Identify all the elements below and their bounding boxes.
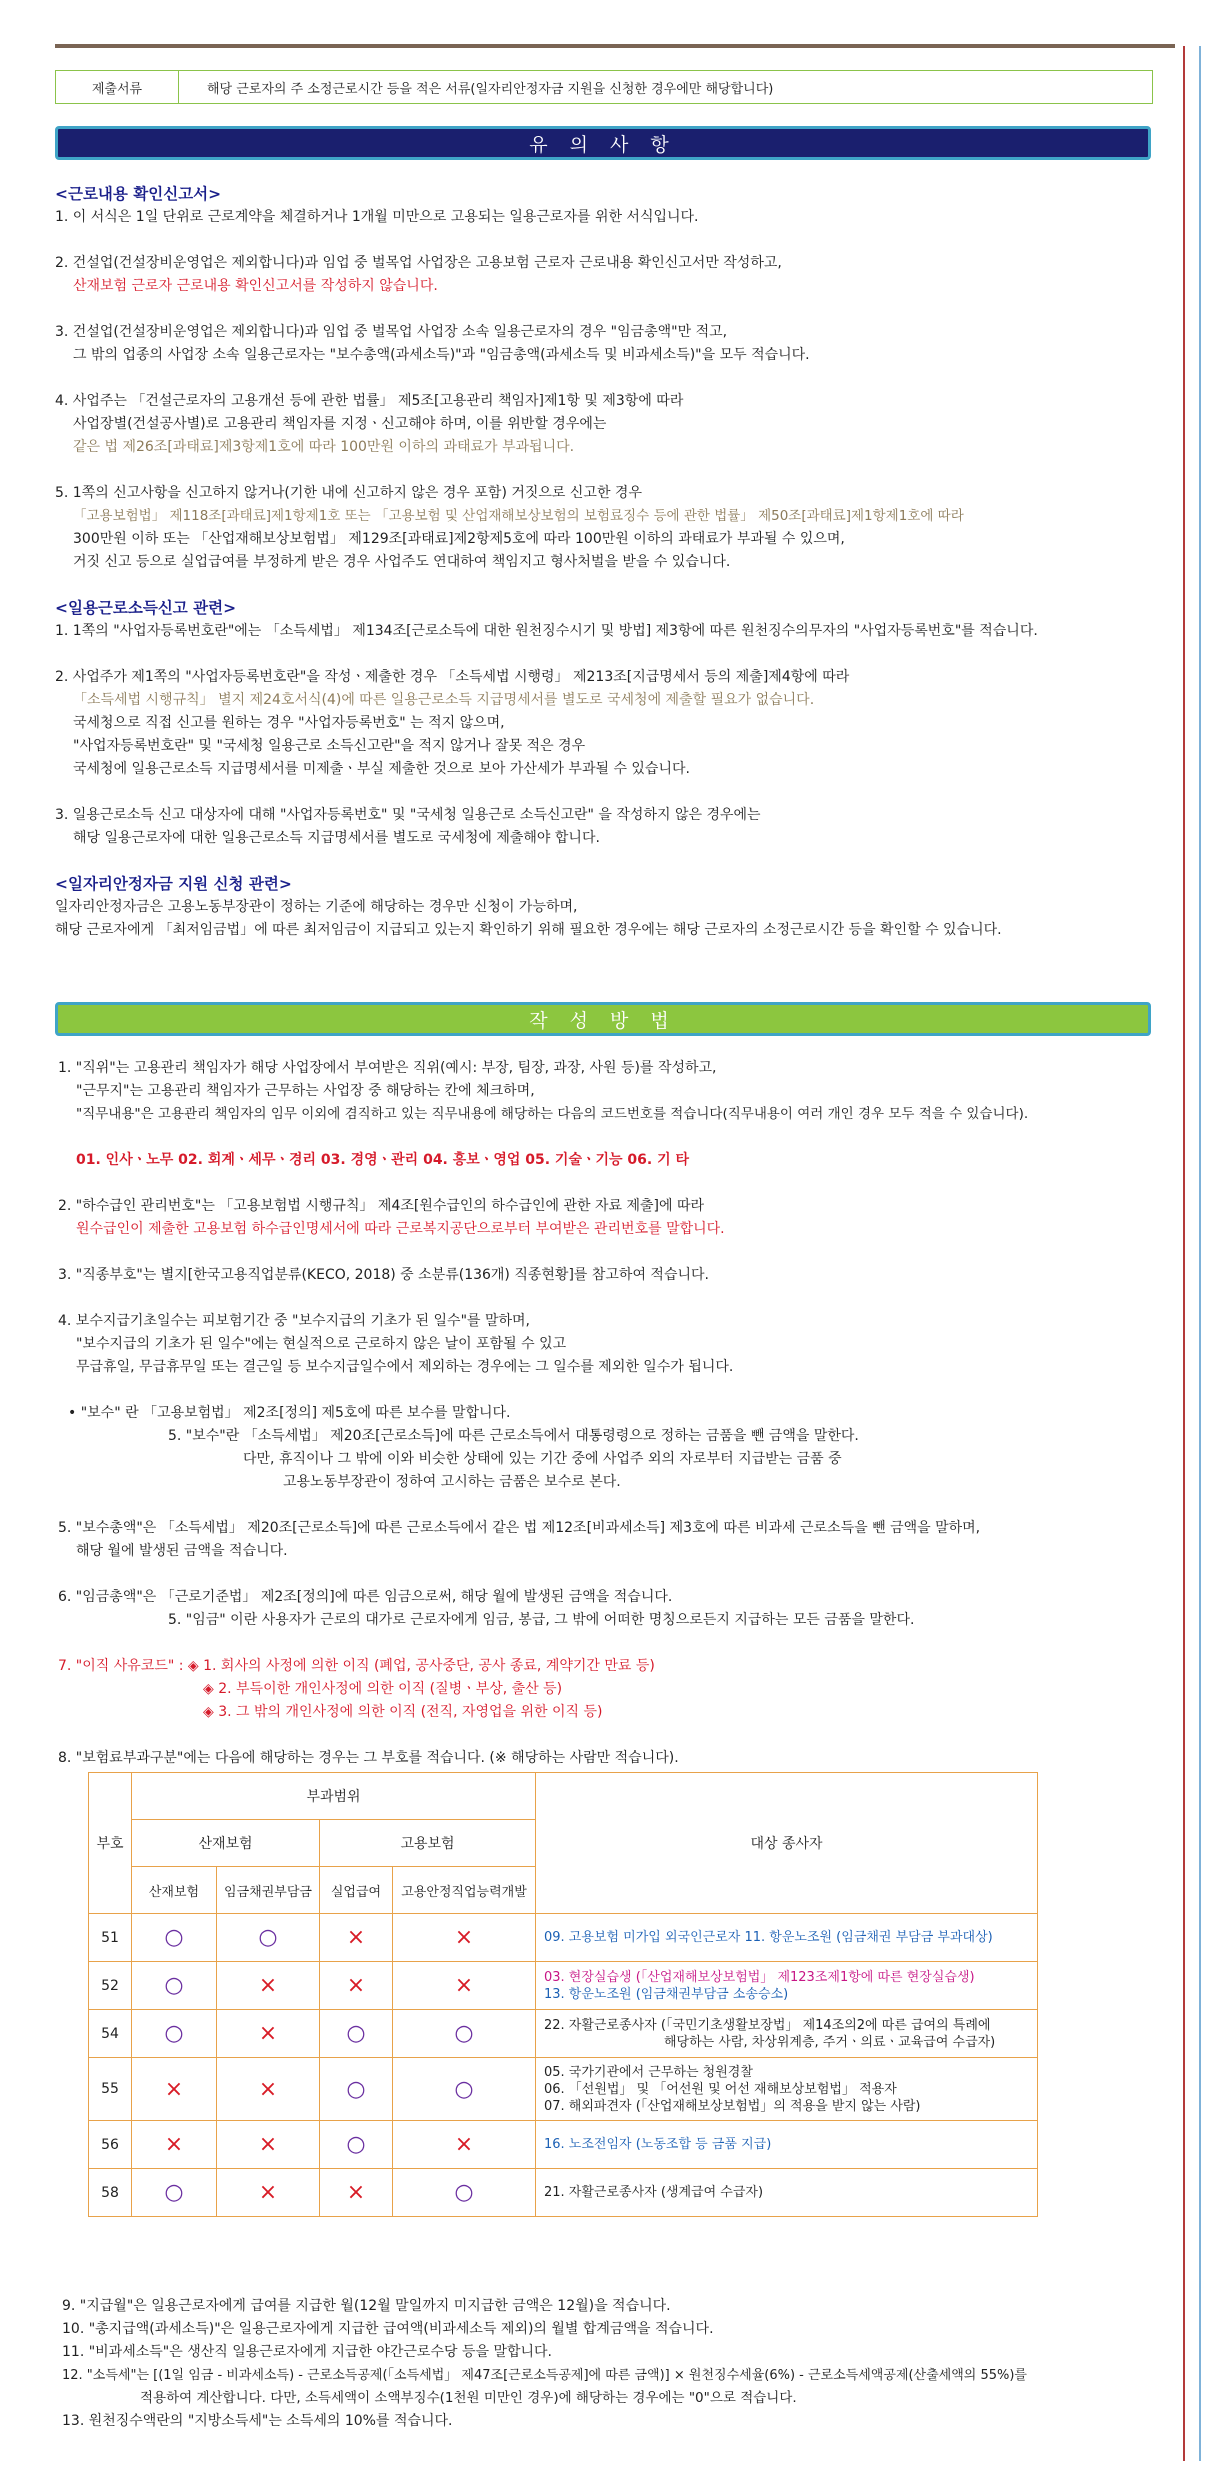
mark-cell: ×	[320, 1914, 393, 1962]
note-line: 3. 건설업(건설장비운영업은 제외합니다)과 임업 중 벌목업 사업장 소속 일용근로자의 경우 "임금총액"만 적고,	[55, 324, 728, 340]
mark-cell: ×	[320, 2169, 393, 2217]
foot-line: 10. "총지급액(과세소득)"은 일용근로자에게 지급한 급여액(비과세소득 제외)의 월별 합계금액을 적습니다.	[62, 2321, 714, 2337]
method-line: 8. "보험료부과구분"에는 다음에 해당하는 경우는 그 부호를 적습니다. (※ 해당하는 사람만 적습니다).	[58, 1750, 679, 1766]
job-codes: 01. 인사ㆍ노무 02. 회계ㆍ세무ㆍ경리 03. 경영ㆍ관리 04. 홍보ㆍ영업 05. 기술ㆍ기능 06. 기 타	[76, 1152, 690, 1168]
section-heading-daily-income: <일용근로소득신고 관련>	[55, 599, 237, 617]
note-line: 일자리안정자금은 고용노동부장관이 정하는 기준에 해당하는 경우만 신청이 가능하며,	[55, 899, 578, 915]
mark-cell: ○	[132, 1962, 217, 2010]
mark-cell: ×	[217, 2169, 320, 2217]
table-header-code: 부호	[89, 1773, 132, 1914]
mark-cell: ×	[217, 2058, 320, 2121]
row-code: 58	[89, 2169, 132, 2217]
method-line: 원수급인이 제출한 고용보험 하수급인명세서에 따라 근로복지공단으로부터 부여받은 관리번호를 말합니다.	[76, 1221, 725, 1237]
method-line: 다만, 휴직이나 그 밖에 이와 비슷한 상태에 있는 기간 중에 사업주 외의 자로부터 지급받는 금품 중	[243, 1451, 842, 1467]
note-line: 사업장별(건설공사별)로 고용관리 책임자를 지정ㆍ신고해야 하며, 이를 위반할 경우에는	[73, 416, 607, 432]
mark-cell: ×	[217, 2010, 320, 2058]
mark-cell: ○	[132, 2169, 217, 2217]
method-line: 고용노동부장관이 정하여 고시하는 금품은 보수로 본다.	[283, 1474, 621, 1490]
note-line: 해당 근로자에게 「최저임금법」에 따른 최저임금이 지급되고 있는지 확인하기 위해 필요한 경우에는 해당 근로자의 소정근로시간 등을 확인할 수 있습니다.	[55, 922, 1002, 938]
mark-cell: ○	[393, 2169, 536, 2217]
mark-cell: ×	[393, 1962, 536, 2010]
note-line: 국세청으로 직접 신고를 원하는 경우 "사업자등록번호" 는 적지 않으며,	[73, 715, 505, 731]
method-line: • "보수" 란 「고용보험법」 제2조[정의] 제5호에 따른 보수를 말합니다.	[68, 1405, 511, 1421]
note-line: 거짓 신고 등으로 실업급여를 부정하게 받은 경우 사업주도 연대하여 책임지고 형사처벌을 받을 수 있습니다.	[73, 554, 731, 570]
target-cell	[536, 2058, 1038, 2121]
table-header-sanjae: 산재보험	[132, 1820, 320, 1867]
method-line: "보수지급의 기초가 된 일수"에는 현실적으로 근로하지 않은 날이 포함될 수 있고	[76, 1336, 567, 1352]
target-cell	[536, 2169, 1038, 2217]
method-title-bar: 작 성 방 법	[55, 1002, 1151, 1036]
mark-cell: ×	[132, 2121, 217, 2169]
mark-cell: ×	[320, 1962, 393, 2010]
right-margin-line-blue	[1199, 46, 1201, 2461]
method-line: 무급휴일, 무급휴무일 또는 결근일 등 보수지급일수에서 제외하는 경우에는 그 일수를 제외한 일수가 됩니다.	[76, 1359, 734, 1375]
section-heading-work-report: <근로내용 확인신고서>	[55, 185, 222, 203]
table-row	[89, 2121, 1038, 2169]
mark-cell: ×	[393, 1914, 536, 1962]
method-line: "직무내용"은 고용관리 책임자의 임무 이외에 겸직하고 있는 직무내용에 해당하는 다음의 코드번호를 적습니다(직무내용이 여러 개인 경우 모두 적을 수 있습니다).	[76, 1106, 1029, 1122]
table-subheader: 임금채권부담금	[217, 1867, 320, 1914]
method-line: ◈ 3. 그 밖의 개인사정에 의한 이직 (전직, 자영업을 위한 이직 등)	[203, 1704, 603, 1720]
foot-line: 12. "소득세"는 [(1일 임금 - 비과세소득) - 근로소득공제(「소득세법」 제47조[근로소득공제]에 따른 금액)] × 원천징수세율(6%) - 근로소득세액공제(산출세액의 55%)를	[62, 2368, 1027, 2383]
method-line: 5. "보수총액"은 「소득세법」 제20조[근로소득]에 따른 근로소득에서 같은 법 제12조[비과세소득] 제3호에 따른 비과세 근로소득을 뺀 금액을 말하며,	[58, 1520, 981, 1536]
row-code: 55	[89, 2058, 132, 2121]
method-line: 4. 보수지급기초일수는 피보험기간 중 "보수지급의 기초가 된 일수"를 말하며,	[58, 1313, 531, 1329]
note-line: 산재보험 근로자 근로내용 확인신고서를 작성하지 않습니다.	[73, 278, 438, 294]
method-section	[58, 1057, 1178, 1770]
target-line: 22. 자활근로종사자 (「국민기초생활보장법」 제14조의2에 따른 급여의 특례에	[544, 2017, 991, 2033]
note-line: 같은 법 제26조[과태료]제3항제1호에 따라 100만원 이하의 과태료가 부과됩니다.	[73, 439, 575, 455]
foot-line: 13. 원천징수액란의 "지방소득세"는 소득세의 10%를 적습니다.	[62, 2413, 453, 2429]
method-line: 6. "임금총액"은 「근로기준법」 제2조[정의]에 따른 임금으로써, 해당 월에 발생된 금액을 적습니다.	[58, 1589, 673, 1605]
row-code: 56	[89, 2121, 132, 2169]
table-subheader: 산재보험	[132, 1867, 217, 1914]
top-divider	[55, 44, 1175, 48]
target-line: 해당하는 사람, 차상위계층, 주거ㆍ의료ㆍ교육급여 수급자)	[664, 2034, 996, 2050]
note-line: 1. 이 서식은 1일 단위로 근로계약을 체결하거나 1개월 미만으로 고용되는 일용근로자를 위한 서식입니다.	[55, 209, 699, 225]
note-line: 「고용보험법」 제118조[과태료]제1항제1호 또는 「고용보험 및 산업재해보상보험의 보험료징수 등에 관한 법률」 제50조[과태료]제1항제1호에 따라	[73, 508, 964, 524]
method-line: 7. "이직 사유코드" : ◈ 1. 회사의 사정에 의한 이직 (폐업, 공사중단, 공사 종료, 계약기간 만료 등)	[58, 1658, 655, 1674]
table-header-scope: 부과범위	[132, 1773, 536, 1820]
table-row	[89, 1962, 1038, 2010]
mark-cell: ○	[132, 2010, 217, 2058]
table-header-goyong: 고용보험	[320, 1820, 536, 1867]
method-line: 3. "직종부호"는 별지[한국고용직업분류(KECO, 2018) 중 소분류(136개) 직종현황]를 참고하여 적습니다.	[58, 1267, 709, 1283]
mark-cell: ○	[320, 2010, 393, 2058]
method-line: 5. "보수"란 「소득세법」 제20조[근로소득]에 따른 근로소득에서 대통령령으로 정하는 금품을 뺀 금액을 말한다.	[168, 1428, 859, 1444]
note-line: 5. 1쪽의 신고사항을 신고하지 않거나(기한 내에 신고하지 않은 경우 포함) 거짓으로 신고한 경우	[55, 485, 642, 501]
target-line: 07. 해외파견자 (「산업재해보상보험법」의 적용을 받지 않는 사람)	[544, 2098, 921, 2114]
mark-cell: ×	[217, 1962, 320, 2010]
section-heading-job-stabilization: <일자리안정자금 지원 신청 관련>	[55, 875, 292, 893]
mark-cell: ○	[320, 2121, 393, 2169]
mark-cell: ×	[217, 2121, 320, 2169]
submission-docs-value: 해당 근로자의 주 소정근로시간 등을 적은 서류(일자리안정자금 지원을 신청한 경우에만 해당합니다)	[207, 81, 774, 97]
note-line: 그 밖의 업종의 사업장 소속 일용근로자는 "보수총액(과세소득)"과 "임금총액(과세소득 및 비과세소득)"을 모두 적습니다.	[73, 347, 810, 363]
table-row	[89, 2010, 1038, 2058]
submission-docs-label: 제출서류	[56, 71, 179, 103]
target-line: 06. 「선원법」 및 「어선원 및 어선 재해보상보험법」 적용자	[544, 2081, 897, 2097]
table-row	[89, 2169, 1038, 2217]
method-line: ◈ 2. 부득이한 개인사정에 의한 이직 (질병ㆍ부상, 출산 등)	[203, 1681, 563, 1697]
method-line: 해당 월에 발생된 금액을 적습니다.	[76, 1543, 288, 1559]
table-row	[89, 1914, 1038, 1962]
table-header-target: 대상 종사자	[536, 1773, 1038, 1914]
note-line: 2. 건설업(건설장비운영업은 제외합니다)과 임업 중 벌목업 사업장은 고용보험 근로자 근로내용 확인신고서만 작성하고,	[55, 255, 782, 271]
mark-cell: ○	[393, 2058, 536, 2121]
row-code: 52	[89, 1962, 132, 2010]
notes-title-bar: 유 의 사 항	[55, 126, 1151, 160]
row-code: 54	[89, 2010, 132, 2058]
table-subheader: 고용안정직업능력개발	[393, 1867, 536, 1914]
mark-cell: ○	[320, 2058, 393, 2121]
note-line: 4. 사업주는 「건설근로자의 고용개선 등에 관한 법률」 제5조[고용관리 책임자]제1항 및 제3항에 따라	[55, 393, 684, 409]
mark-cell: ○	[217, 1914, 320, 1962]
right-margin-line-red	[1183, 46, 1185, 2461]
note-line: 해당 일용근로자에 대한 일용근로소득 지급명세서를 별도로 국세청에 제출해야 합니다.	[73, 830, 600, 846]
mark-cell: ○	[393, 2010, 536, 2058]
method-line: 5. "임금" 이란 사용자가 근로의 대가로 근로자에게 임금, 봉급, 그 밖에 어떠한 명칭으로든지 지급하는 모든 금품을 말한다.	[168, 1612, 915, 1628]
note-line: "사업자등록번호란" 및 "국세청 일용근로 소득신고란"을 적지 않거나 잘못 적은 경우	[73, 738, 586, 754]
target-line: 16. 노조전임자 (노동조합 등 금품 지급)	[544, 2137, 772, 2152]
target-line: 03. 현장실습생 (「산업재해보상보험법」 제123조제1항에 따른 현장실습생)	[544, 1969, 975, 1985]
method-line: "근무지"는 고용관리 책임자가 근무하는 사업장 중 해당하는 칸에 체크하며,	[76, 1083, 535, 1099]
insurance-code-table	[88, 1772, 1038, 2217]
foot-line: 9. "지급월"은 일용근로자에게 급여를 지급한 월(12월 말일까지 미지급한 금액은 12월)을 적습니다.	[62, 2298, 671, 2314]
target-line: 13. 항운노조원 (임금채권부담금 소송승소)	[544, 1986, 789, 2002]
note-line: 1. 1쪽의 "사업자등록번호란"에는 「소득세법」 제134조[근로소득에 대한 원천징수시기 및 방법] 제3항에 따른 원천징수의무자의 "사업자등록번호"를 적습니다.	[55, 623, 1038, 639]
target-line: 09. 고용보험 미가입 외국인근로자 11. 항운노조원 (임금채권 부담금 부과대상)	[544, 1930, 993, 1945]
method-line: 2. "하수급인 관리번호"는 「고용보험법 시행규칙」 제4조[원수급인의 하수급인에 관한 자료 제출]에 따라	[58, 1198, 705, 1214]
foot-line: 11. "비과세소득"은 생산직 일용근로자에게 지급한 야간근로수당 등을 말합니다.	[62, 2344, 552, 2360]
table-subheader: 실업급여	[320, 1867, 393, 1914]
note-line: 3. 일용근로소득 신고 대상자에 대해 "사업자등록번호" 및 "국세청 일용근로 소득신고란" 을 작성하지 않은 경우에는	[55, 807, 761, 823]
submission-docs-box	[55, 70, 1153, 104]
target-line: 05. 국가기관에서 근무하는 청원경찰	[544, 2064, 753, 2080]
target-line: 21. 자활근로종사자 (생계급여 수급자)	[544, 2185, 764, 2200]
row-code: 51	[89, 1914, 132, 1962]
method-line: 1. "직위"는 고용관리 책임자가 해당 사업장에서 부여받은 직위(예시: 부장, 팀장, 과장, 사원 등)를 작성하고,	[58, 1060, 717, 1076]
mark-cell: ×	[132, 2058, 217, 2121]
note-line: 300만원 이하 또는 「산업재해보상보험법」 제129조[과태료]제2항제5호에 따라 100만원 이하의 과태료가 부과될 수 있으며,	[73, 531, 845, 547]
mark-cell: ○	[132, 1914, 217, 1962]
target-cell	[536, 1962, 1038, 2010]
foot-line: 적용하여 계산합니다. 다만, 소득세액이 소액부징수(1천원 미만인 경우)에 해당하는 경우에는 "0"으로 적습니다.	[140, 2390, 797, 2406]
note-line: 「소득세법 시행규칙」 별지 제24호서식(4)에 따른 일용근로소득 지급명세서를 별도로 국세청에 제출할 필요가 없습니다.	[73, 692, 815, 708]
note-line: 2. 사업주가 제1쪽의 "사업자등록번호란"을 작성ㆍ제출한 경우 「소득세법 시행령」 제213조[지급명세서 등의 제출]제4항에 따라	[55, 669, 850, 685]
note-line: 국세청에 일용근로소득 지급명세서를 미제출ㆍ부실 제출한 것으로 보아 가산세가 부과될 수 있습니다.	[73, 761, 690, 777]
target-cell	[536, 2121, 1038, 2169]
target-cell	[536, 1914, 1038, 1962]
footer-notes	[62, 2295, 1172, 2433]
table-row	[89, 2058, 1038, 2121]
mark-cell: ×	[393, 2121, 536, 2169]
notes-section	[55, 183, 1175, 942]
target-cell	[536, 2010, 1038, 2058]
